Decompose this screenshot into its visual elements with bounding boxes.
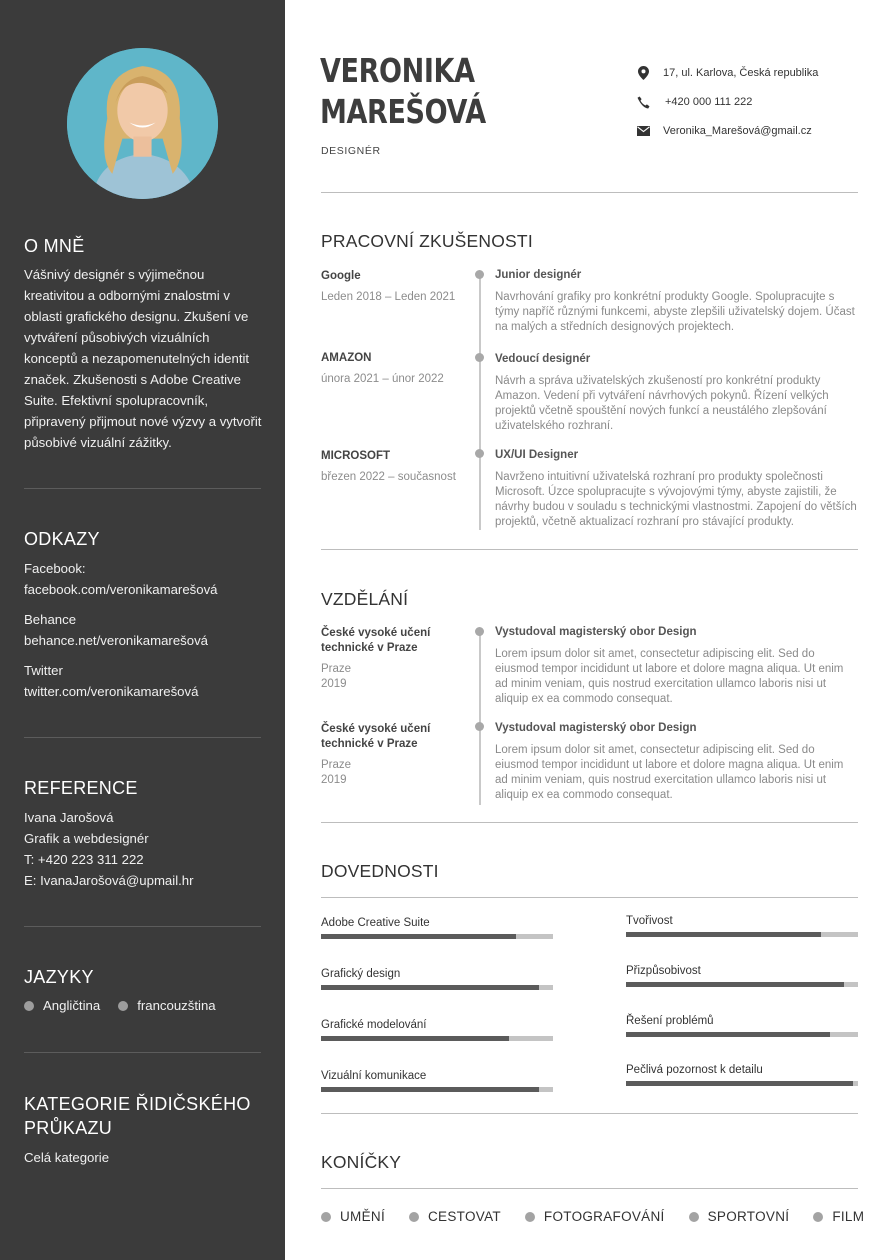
timeline-dot bbox=[475, 353, 484, 362]
languages-heading: JAZYKY bbox=[24, 967, 94, 987]
skill-bar bbox=[321, 1087, 553, 1092]
exp-position: Junior designér bbox=[495, 269, 582, 281]
address-text: 17, ul. Karlova, Česká republika bbox=[663, 67, 819, 79]
edu-description: Lorem ipsum dolor sit amet, consectetur adipiscing elit. Sed do eiusmod tempor incididunt ut labore et dolore magna aliqua. Ut enim ad minim veniam, quis nostrud exercitation ullamco laboris nisi ut aliquip ex ea commodo consequat. bbox=[495, 744, 844, 801]
hobby-label: CESTOVAT bbox=[428, 1209, 501, 1224]
skill-bar bbox=[626, 982, 858, 987]
first-name: VERONIKA bbox=[320, 51, 475, 90]
timeline-dot bbox=[475, 627, 484, 636]
skill-bar-fill bbox=[321, 934, 516, 939]
bullet-icon bbox=[525, 1212, 535, 1222]
phone-icon bbox=[636, 95, 650, 109]
skill-item bbox=[626, 965, 858, 987]
hobby-item bbox=[321, 1209, 385, 1224]
contact-email bbox=[636, 124, 812, 138]
skill-bar-fill bbox=[626, 982, 844, 987]
skill-item bbox=[626, 915, 858, 937]
link-label: Facebook: bbox=[24, 561, 86, 576]
last-name: MAREŠOVÁ bbox=[320, 92, 486, 131]
language-item bbox=[24, 998, 100, 1013]
exp-description: Navrhování grafiky pro konkrétní produkty Google. Spolupracujte s týmy napříč různými funkcemi, abyste zlepšili uživatelský dojem. Účast na malých a středních designových projektech. bbox=[495, 291, 855, 333]
exp-dates: února 2021 – únor 2022 bbox=[321, 373, 444, 385]
job-role: DESIGNÉR bbox=[321, 145, 381, 157]
link-url[interactable]: behance.net/veronikamarešová bbox=[24, 633, 209, 648]
edu-city: Praze bbox=[321, 759, 352, 771]
bullet-icon bbox=[813, 1212, 823, 1222]
education-heading: VZDĚLÁNÍ bbox=[321, 589, 409, 609]
skill-label: Adobe Creative Suite bbox=[321, 917, 430, 929]
language-item bbox=[118, 998, 215, 1013]
email-text[interactable]: Veronika_Marešová@gmail.cz bbox=[663, 125, 812, 137]
sidebar bbox=[0, 0, 285, 1260]
exp-dates: Leden 2018 – Leden 2021 bbox=[321, 291, 456, 303]
exp-position: Vedoucí designér bbox=[495, 353, 591, 365]
reference-heading: REFERENCE bbox=[24, 778, 138, 798]
envelope-icon bbox=[636, 124, 650, 138]
profile-photo bbox=[67, 48, 218, 199]
edu-degree: Vystudoval magisterský obor Design bbox=[495, 626, 697, 638]
language-label: Angličtina bbox=[43, 998, 101, 1013]
about-text: Vášnivý designér s výjimečnou kreativitou a odbornými znalostmi v oblasti grafického designu. Zkušení ve vytváření působivých vizuálních konceptů a nezapomenutelných identit značek. Zkušenosti s Adobe Creative Suite. Efektivní spolupracovník, připravený přijmout nové výzvy a vytvořit působivé vizuální zážitky. bbox=[24, 267, 262, 450]
section-divider bbox=[321, 192, 858, 193]
reference-name: Ivana Jarošová bbox=[24, 810, 114, 825]
skill-bar bbox=[321, 985, 553, 990]
edu-description: Lorem ipsum dolor sit amet, consectetur adipiscing elit. Sed do eiusmod tempor incididunt ut labore et dolore magna aliqua. Ut enim ad minim veniam, quis nostrud exercitation ullamco laboris nisi ut aliquip ex ea commodo consequat. bbox=[495, 648, 844, 705]
links-heading: ODKAZY bbox=[24, 529, 100, 549]
full-name bbox=[320, 50, 486, 132]
section-divider bbox=[321, 897, 858, 898]
sidebar-divider bbox=[24, 488, 261, 489]
experience-heading: PRACOVNÍ ZKUŠENOSTI bbox=[321, 231, 533, 251]
license-heading: KATEGORIE ŘIDIČSKÉHO PRŮKAZU bbox=[24, 1094, 251, 1138]
edu-degree: Vystudoval magisterský obor Design bbox=[495, 722, 697, 734]
reference-position: Grafik a webdesignér bbox=[24, 831, 149, 846]
edu-place bbox=[321, 758, 456, 788]
location-pin-icon bbox=[636, 66, 650, 80]
hobby-label: FOTOGRAFOVÁNÍ bbox=[543, 1209, 665, 1224]
link-facebook[interactable] bbox=[24, 558, 264, 600]
timeline-dot bbox=[475, 270, 484, 279]
skill-item bbox=[626, 1015, 858, 1037]
skill-bar-fill bbox=[321, 985, 539, 990]
experience-timeline bbox=[479, 272, 481, 530]
link-twitter[interactable] bbox=[24, 660, 264, 702]
exp-dates: březen 2022 – současnost bbox=[321, 471, 456, 483]
skill-bar-fill bbox=[626, 932, 821, 937]
skill-label: Tvořivost bbox=[626, 915, 673, 927]
section-divider bbox=[321, 549, 858, 550]
skills-heading: DOVEDNOSTI bbox=[321, 861, 439, 881]
hobby-label: SPORTOVNÍ bbox=[707, 1209, 790, 1224]
edu-year: 2019 bbox=[321, 774, 347, 786]
edu-school: České vysoké učení technické v Praze bbox=[321, 723, 431, 750]
skill-bar-fill bbox=[626, 1081, 853, 1086]
edu-year: 2019 bbox=[321, 678, 347, 690]
sidebar-divider bbox=[24, 1052, 261, 1053]
skill-item bbox=[321, 968, 553, 990]
exp-company: Google bbox=[321, 270, 361, 282]
language-label: francouzština bbox=[137, 998, 216, 1013]
bullet-icon bbox=[321, 1212, 331, 1222]
exp-description: Navrženo intuitivní uživatelská rozhraní pro produkty společnosti Microsoft. Úzce spolupracujte s vývojovými týmy, abyste zajistili, že návrhy budou v souladu s technickými vlastnostmi. Zapojení do větších projektů, včetně aktualizací rozhraní pro stávající produkty. bbox=[495, 471, 857, 528]
skill-label: Pečlivá pozornost k detailu bbox=[626, 1064, 763, 1076]
reference-block bbox=[24, 807, 264, 891]
skill-label: Grafický design bbox=[321, 968, 401, 980]
bullet-icon bbox=[689, 1212, 699, 1222]
skill-bar-fill bbox=[626, 1032, 830, 1037]
skill-item bbox=[321, 1019, 553, 1041]
bullet-icon bbox=[409, 1212, 419, 1222]
exp-description: Návrh a správa uživatelských zkušeností pro konkrétní produkty Amazon. Vedení při vytváření návrhových pokynů. Řízení velkých projektů včetně spouštění nových funkcí a neustálého zlepšování uživatelského rozhraní. bbox=[495, 375, 829, 432]
sidebar-divider bbox=[24, 926, 261, 927]
skill-bar bbox=[321, 934, 553, 939]
skill-item bbox=[626, 1064, 858, 1086]
section-divider bbox=[321, 1113, 858, 1114]
link-url[interactable]: twitter.com/veronikamarešová bbox=[24, 684, 199, 699]
skill-item bbox=[321, 1070, 553, 1092]
bullet-icon bbox=[118, 1001, 128, 1011]
contact-address bbox=[636, 66, 818, 80]
skill-bar-fill bbox=[321, 1087, 539, 1092]
hobby-item bbox=[525, 1209, 665, 1224]
timeline-dot bbox=[475, 722, 484, 731]
skill-bar bbox=[626, 1032, 858, 1037]
skill-label: Grafické modelování bbox=[321, 1019, 427, 1031]
portrait-image bbox=[67, 48, 218, 199]
hobby-item bbox=[409, 1209, 501, 1224]
skill-item bbox=[321, 917, 553, 939]
skill-bar-fill bbox=[321, 1036, 509, 1041]
skill-bar bbox=[626, 1081, 858, 1086]
languages-list bbox=[24, 998, 234, 1013]
sidebar-divider bbox=[24, 737, 261, 738]
reference-phone: T: +420 223 311 222 bbox=[24, 852, 144, 867]
section-divider bbox=[321, 822, 858, 823]
link-behance[interactable] bbox=[24, 609, 264, 651]
education-timeline bbox=[479, 629, 481, 805]
link-label: Twitter bbox=[24, 663, 63, 678]
hobbies-heading: KONÍČKY bbox=[321, 1152, 402, 1172]
exp-company: MICROSOFT bbox=[321, 450, 390, 462]
hobby-label: FILM bbox=[832, 1209, 865, 1224]
link-url[interactable]: facebook.com/veronikamarešová bbox=[24, 582, 218, 597]
edu-school: České vysoké učení technické v Praze bbox=[321, 627, 431, 654]
bullet-icon bbox=[24, 1001, 34, 1011]
skill-bar bbox=[626, 932, 858, 937]
skill-label: Vizuální komunikace bbox=[321, 1070, 427, 1082]
hobbies-list bbox=[321, 1209, 888, 1224]
license-value: Celá kategorie bbox=[24, 1150, 110, 1165]
edu-place bbox=[321, 662, 456, 692]
contact-phone bbox=[636, 95, 752, 109]
edu-city: Praze bbox=[321, 663, 352, 675]
hobby-item bbox=[689, 1209, 790, 1224]
hobby-label: UMĚNÍ bbox=[340, 1209, 385, 1224]
skill-bar bbox=[321, 1036, 553, 1041]
skill-label: Řešení problémů bbox=[626, 1015, 714, 1027]
exp-company: AMAZON bbox=[321, 352, 372, 364]
links-list bbox=[24, 558, 264, 711]
reference-email: E: IvanaJarošová@upmail.hr bbox=[24, 873, 194, 888]
phone-text[interactable]: +420 000 111 222 bbox=[665, 96, 753, 108]
link-label: Behance bbox=[24, 612, 77, 627]
skill-label: Přizpůsobivost bbox=[626, 965, 701, 977]
timeline-dot bbox=[475, 449, 484, 458]
exp-position: UX/UI Designer bbox=[495, 449, 579, 461]
about-heading: O MNĚ bbox=[24, 236, 85, 256]
section-divider bbox=[321, 1188, 858, 1189]
hobby-item bbox=[813, 1209, 864, 1224]
